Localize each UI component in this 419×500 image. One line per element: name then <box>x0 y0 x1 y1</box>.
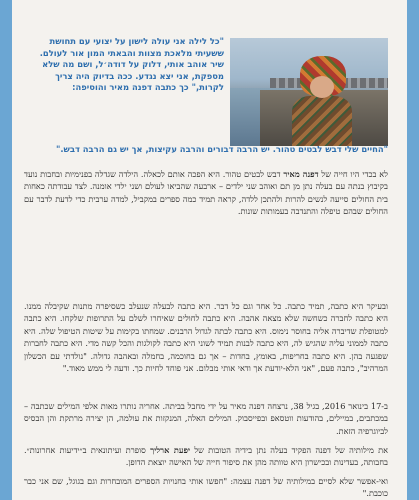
back-cover <box>12 0 407 500</box>
p1-lead: לא בכדי היו חייה של <box>321 169 388 179</box>
pull-quote-bold-text: "החיים שלי דבש לבטים טהור. יש הרבה דבורים והרבה עקיצות, אך יש גם הרבה דבש." <box>55 144 388 154</box>
p4-name: יפעת ארליך <box>150 445 191 455</box>
p3-text: ב-17 בינואר 2016, בגיל 38, נרצחה דפנה מאיר על ידי מחבל בביתה. אחריה נותרו מאות אלפי המילים שכתבה – במכתבים, במיילים, בהודעות ווטסאפ ובפייסבוק. המילים האלה, המנקזות את עולמה, הן יצירה מרתקת והן הבסיס לביוגרפיה הזאת. <box>24 401 388 436</box>
paragraph-5 <box>24 475 388 500</box>
paragraph-2 <box>24 300 388 374</box>
p2-text: ובעיקר היא כתבה, תמיד כתבה. כל אחד וגם כל דבר. היא כתבה לבעלה שנעלב כשסיפרה מתנות שקיבלה ממנו. היא כתבה לחברה כשחשה שלא מצאה אהבה. היא כתבה לחולים שאיחרו לשלם על התרופות שלקחו. היא כתבה למטופלת שדיברה אליה בחוסר נימוס. היא כתבה לבתה לגדול הרבנים. שמחתו בקימות על שיטות הטיפול שלה. היא כתבה לממוני עליה שהגיש לה, היא כתבה לבנות תמיד לשוני היא כתבה לקולגות והכל קשה מדי. היא כתבה לחברות שפגעה בהן. היא כתבה בחריפות, באומץ, בחדות – אך גם בחוכמה, בחמלה ובאהבה גדולה. "נולדתי עם הכשלון המרהיב", כתבה פעם, "אני הלא-יודעת אך ודאי אותי מבלום. אני פוחד לחיות כך. ודעה לי ממש מאוד." <box>24 301 388 374</box>
p4-lead: את מילותיה של דפנה הפקיד בעלה נתן בידיה הטובות של <box>194 445 388 455</box>
paragraph-4 <box>24 444 388 469</box>
p5-text: ואי-אפשר שלא לסיים במילותיה של דפנה עצמה: "חפשו אותי בחנויות הספרים המובחרות וגם בגוגל, שם אני כבר כוכבת." <box>24 476 388 499</box>
p1-rest: דבש לבטים טהור. היא הפכה אותם לכאלה. הילדה שגדלה בפנימיות ובחבות נועד בקיבוץ בנתה עם בעלה נתן מן תם ואוהב שני ילדים – ארבעה שהביאו לעולם ושני ילדי אומנה. לצד עבודתה כאחות בית החולים סייעה לנשים להרות ולהתכן ללדה, קראה תמיד כמה ספרים במקביל, למדה ערבית כדי לדעת לדבר עם החולים שבהם טיפלה והתנדבה בעמותות שונות. <box>24 169 388 217</box>
author-photo <box>230 38 388 146</box>
p4-rest: סופרת ועיתונאית ב״ידיעות אחרונות״. בחבותה, בעדינות ובכישרון היא טוותה מהן את סיפור חייה של האישה יוצאת הדופן. <box>24 445 388 468</box>
paragraph-1 <box>24 168 388 218</box>
paragraph-3 <box>24 400 388 437</box>
pull-quote-bold <box>24 144 388 156</box>
pull-quote-text: "כל לילה אני עולה לישון על יצועי עם תחושת ששעיתי מלאכת מצוות והבאתי המון אור לעולם. שיר אוהב אותי, דלוק על דודה׳ל, ושם מה שלא מספקת, אני יצא נגדע. ככה בדיוק היה צריך לקרות," כך כתבה דפנה מאיר והוסיפה: <box>39 36 224 93</box>
pull-quote <box>24 36 224 94</box>
p1-name: דפנה מאיר <box>283 169 319 179</box>
